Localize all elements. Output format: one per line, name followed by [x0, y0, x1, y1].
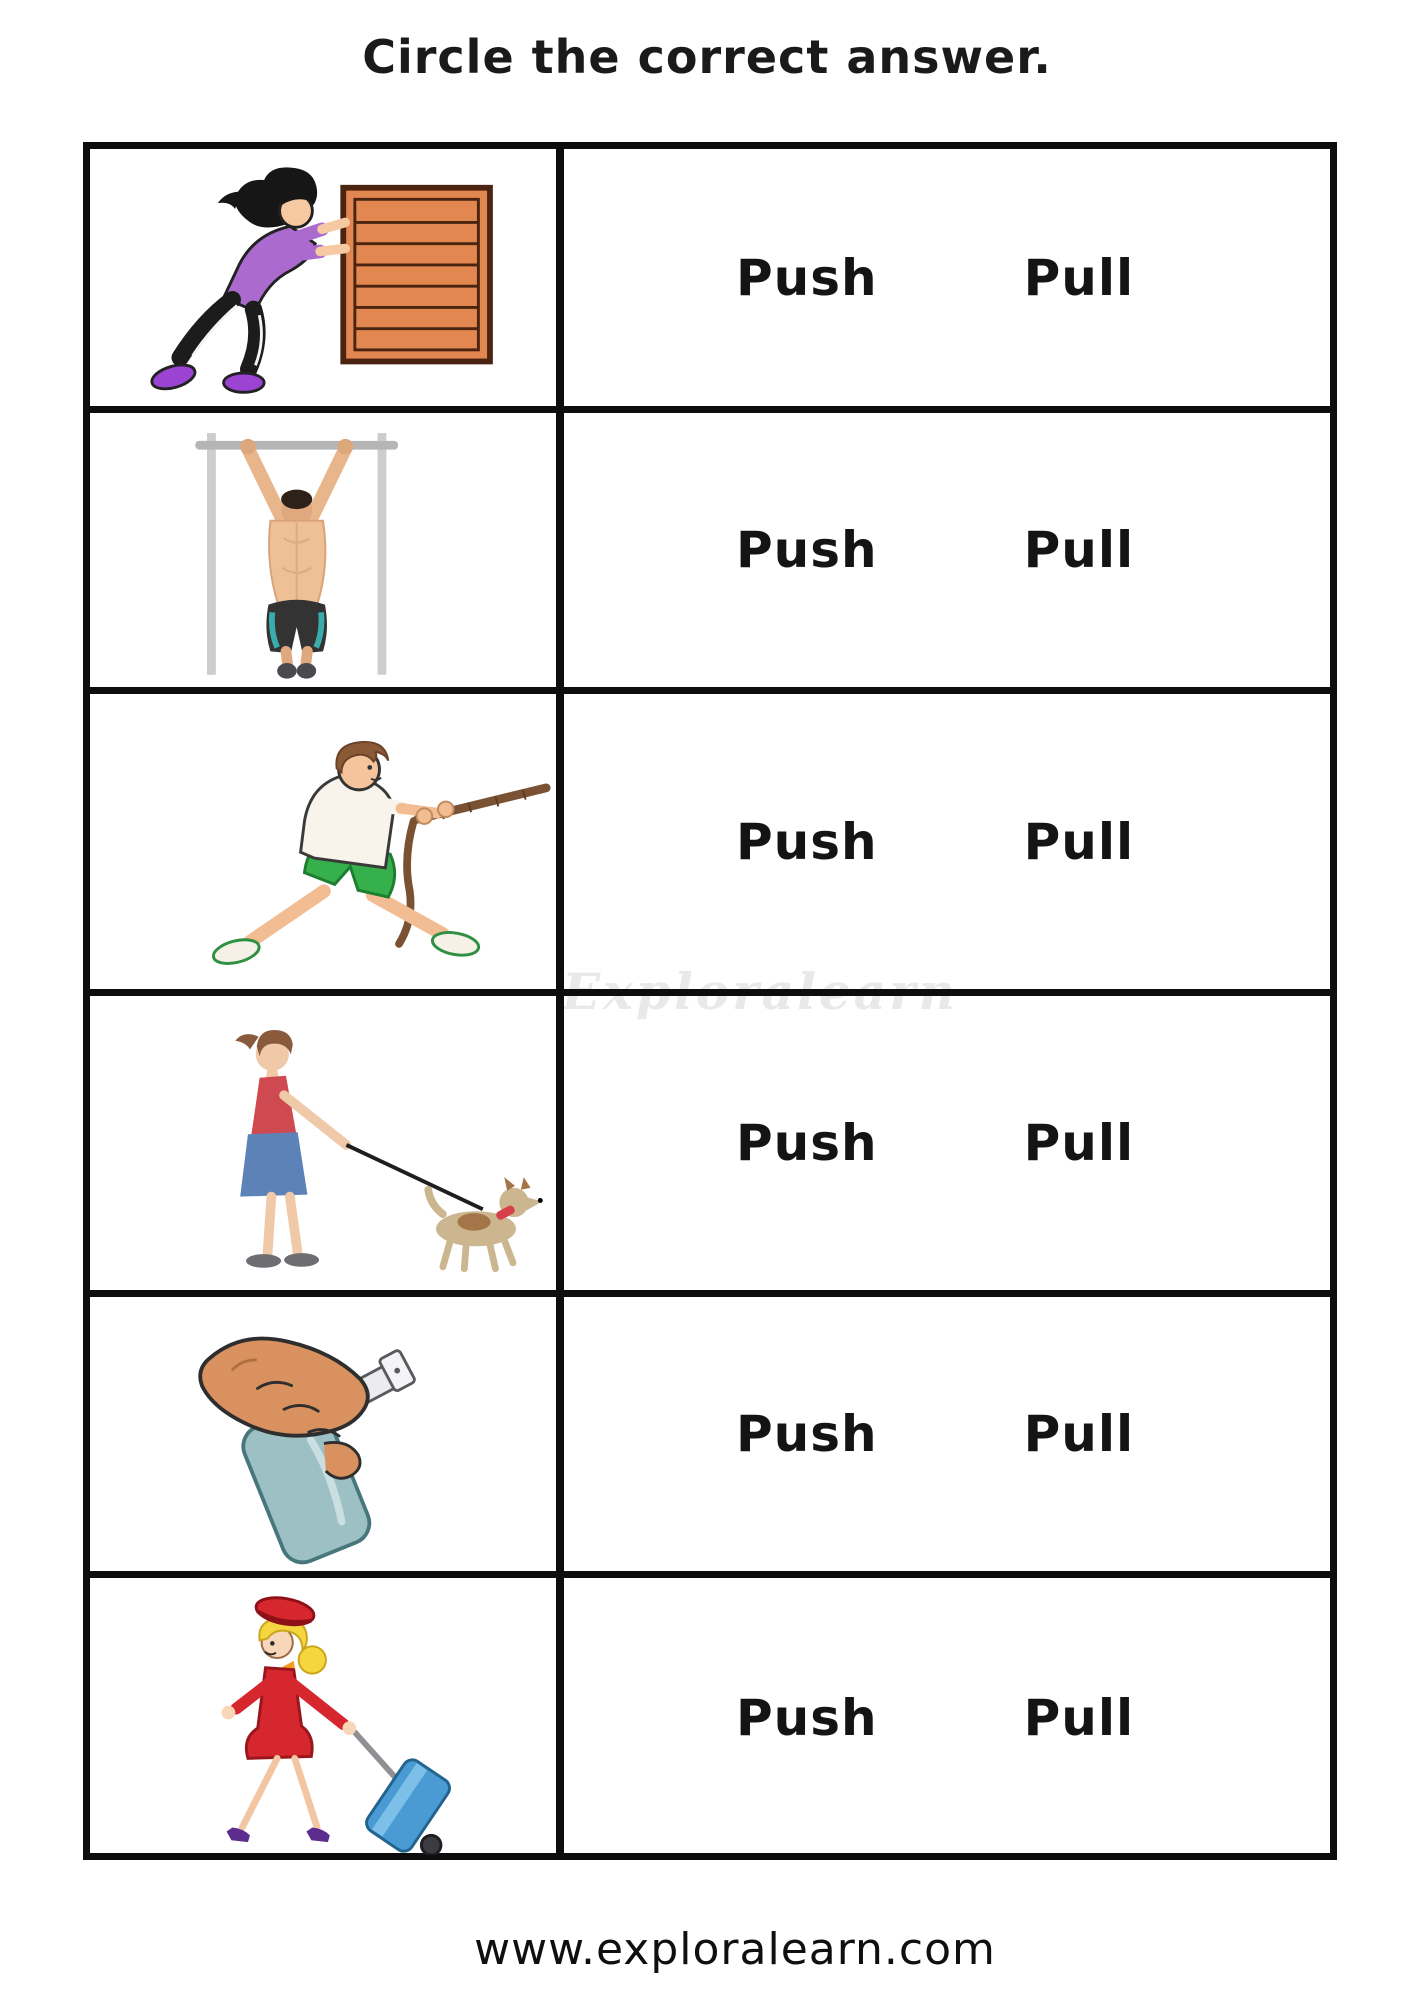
- boy-pulling-rope-illustration: [94, 698, 552, 985]
- options-cell-row-6: [564, 1578, 1330, 1859]
- image-cell-row-4: [90, 996, 564, 1297]
- hand-pressing-spray-bottle-illustration: [94, 1301, 552, 1567]
- footer-website-url: www.exploralearn.com: [474, 1924, 996, 1975]
- woman-walking-dog-illustration: [94, 1000, 552, 1286]
- options-cell-row-1: [564, 149, 1330, 413]
- push-option-row-6[interactable]: Push: [736, 1689, 878, 1748]
- pull-option-row-1[interactable]: Pull: [1023, 248, 1135, 307]
- page-title: Circle the correct answer.: [362, 30, 1052, 84]
- pull-option-row-6[interactable]: Pull: [1023, 1689, 1135, 1748]
- watermark-text: Exploralearn: [562, 962, 958, 1021]
- pull-option-row-5[interactable]: Pull: [1023, 1405, 1135, 1463]
- image-cell-row-5: [90, 1297, 564, 1578]
- image-cell-row-6: [90, 1578, 564, 1859]
- man-pull-up-illustration: [94, 417, 552, 683]
- options-cell-row-5: [564, 1297, 1330, 1578]
- options-cell-row-2: [564, 413, 1330, 694]
- push-option-row-1[interactable]: Push: [736, 248, 878, 307]
- image-cell-row-1: [90, 149, 564, 413]
- options-cell-row-4: [564, 996, 1330, 1297]
- worksheet-table: [83, 142, 1337, 1860]
- options-cell-row-3: [564, 694, 1330, 996]
- pull-option-row-4[interactable]: Pull: [1023, 1114, 1135, 1172]
- pull-option-row-2[interactable]: Pull: [1023, 521, 1135, 579]
- image-cell-row-3: [90, 694, 564, 996]
- pull-option-row-3[interactable]: Pull: [1023, 812, 1135, 871]
- push-option-row-4[interactable]: Push: [736, 1114, 878, 1172]
- air-hostess-pulling-suitcase-illustration: [94, 1582, 552, 1855]
- push-option-row-2[interactable]: Push: [736, 521, 878, 579]
- push-option-row-3[interactable]: Push: [736, 812, 878, 871]
- woman-pushing-wooden-crate-illustration: [94, 153, 552, 402]
- push-option-row-5[interactable]: Push: [736, 1405, 878, 1463]
- image-cell-row-2: [90, 413, 564, 694]
